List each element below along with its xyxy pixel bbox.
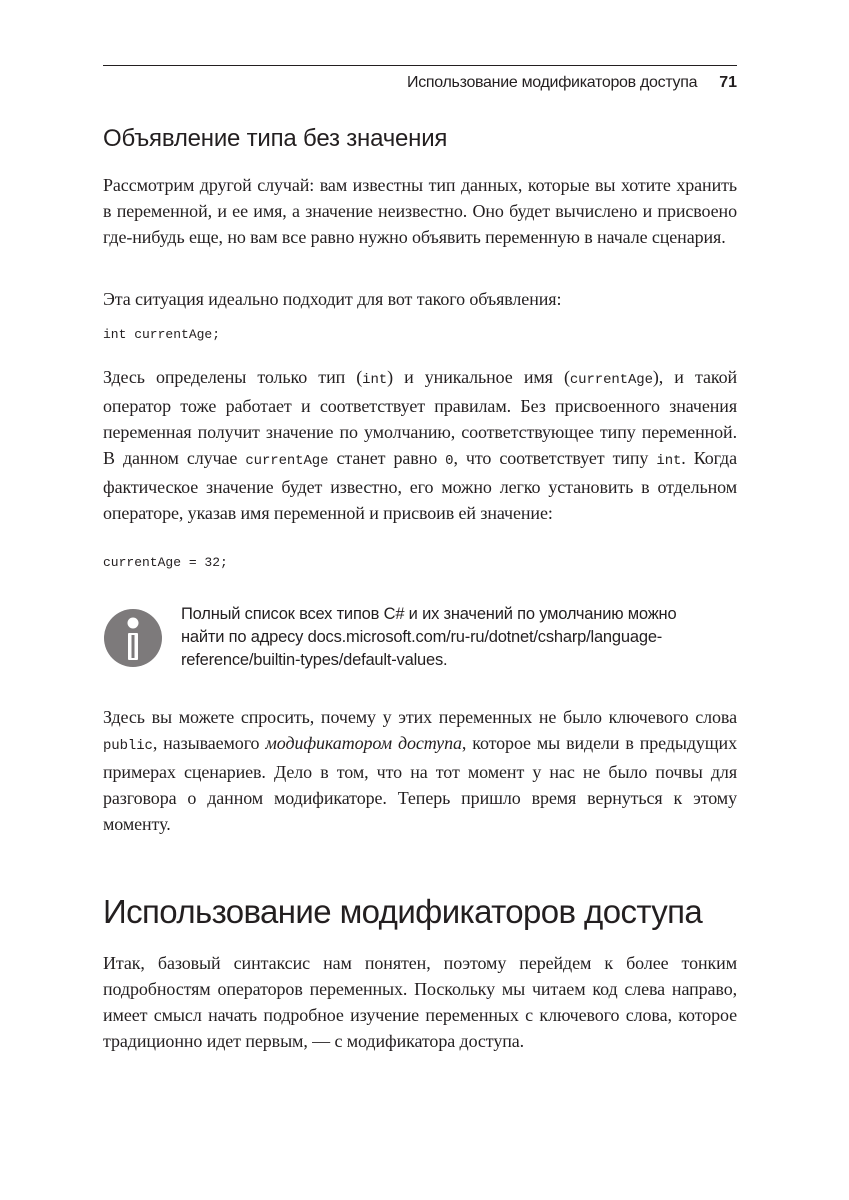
paragraph-4: Здесь вы можете спросить, почему у этих переменных не было ключевого слова public, называемого модификатором доступа, которое мы видели в предыдущих примерах сценариев. Дело в том, что на тот момент у нас не было почвы для разговора о данном модификаторе. Теперь пришло время вернуться к этому моменту.	[103, 707, 737, 834]
paragraph-5: Итак, базовый синтаксис нам понятен, поэтому перейдем к более тонким подробностям операторов переменных. Поскольку мы читаем код слева направо, имеет смысл начать подробное изучение переменных с ключевого слова, которое традиционно идет первым, — с модификатора доступа.	[103, 953, 737, 1051]
inline-code: currentAge	[245, 453, 329, 469]
inline-code: currentAge	[569, 372, 653, 388]
code-block-2: currentAge = 32;	[103, 555, 228, 570]
main-heading: Использование модификаторов доступа	[103, 893, 703, 930]
paragraph-3: Здесь определены только тип (int) и уникальное имя (currentAge), и такой оператор тоже работает и соответствует правилам. Без присвоенного значения переменная получит значение по умолчанию, соответствующее типу переменной. В данном случае currentAge станет равно 0, что соответствует типу int. Когда фактическое значение будет известно, его можно легко установить в отдельном операторе, указав имя переменной и присвоив ей значение:	[103, 367, 738, 523]
paragraph-1: Рассмотрим другой случай: вам известны тип данных, которые вы хотите хранить в переменной, и ее имя, а значение неизвестно. Оно будет вычислено и присвоено где-нибудь еще, но вам все равно нужно объявить переменную в начале сценария.	[103, 175, 737, 247]
emphasis: модификатором доступа	[265, 733, 462, 753]
paragraph-2: Эта ситуация идеально подходит для вот такого объявления:	[103, 289, 562, 309]
inline-code: public	[103, 738, 153, 754]
inline-code: int	[656, 453, 682, 469]
inline-code: 0	[445, 453, 454, 469]
section-heading: Объявление типа без значения	[103, 125, 448, 152]
info-icon	[103, 608, 163, 668]
inline-code: int	[362, 372, 388, 388]
header-rule	[103, 65, 737, 66]
running-title: Использование модификаторов доступа	[407, 74, 698, 91]
running-head	[103, 72, 737, 94]
code-block-1: int currentAge;	[103, 327, 221, 342]
page-number: 71	[719, 74, 737, 91]
note-text: Полный список всех типов C# и их значений по умолчанию можно найти по адресу docs.microsoft.com/ru-ru/dotnet/csharp/language-reference/builtin-types/default-values.	[181, 605, 677, 669]
